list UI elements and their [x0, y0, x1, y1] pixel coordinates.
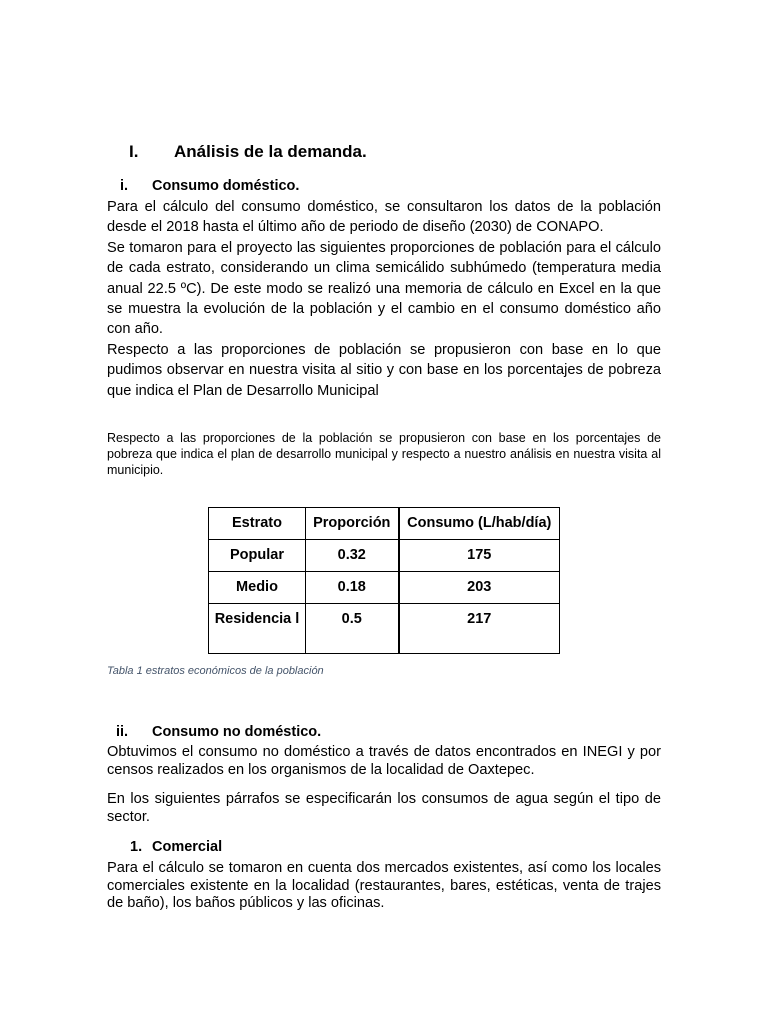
table-header-row [209, 508, 560, 540]
subsection-title: Consumo doméstico. [152, 178, 300, 194]
item-title: Comercial [152, 839, 223, 855]
paragraph: Respecto a las proporciones de población se propusieron con base en lo que pudimos observar en nuestra visita al sitio y con base en los porcentajes de pobreza que indica el Plan de Desarrollo Municipal [107, 341, 661, 399]
table-cell: 175 [399, 540, 560, 572]
subsection-heading-i [120, 178, 299, 194]
table-intro-paragraph: Respecto a las proporciones de la población se propusieron con base en los porcentajes de pobreza que indica el plan de desarrollo municipal y respecto a nuestro análisis en nuestra visita al municipio. [107, 431, 661, 477]
table-cell: Medio [209, 572, 306, 604]
section-heading [129, 142, 367, 162]
table-cell: 0.5 [306, 604, 399, 654]
table-header-cell: Consumo (L/hab/día) [399, 508, 560, 540]
table-cell: 203 [399, 572, 560, 604]
table-cell: Popular [209, 540, 306, 572]
paragraph: Obtuvimos el consumo no doméstico a través de datos encontrados en INEGI y por censos realizados en los organismos de la localidad de Oaxtepec. [107, 744, 661, 778]
paragraph-block-i [107, 197, 661, 401]
table-header-cell: Proporción [306, 508, 399, 540]
subsection-number: i. [120, 178, 129, 194]
table-cell: 217 [399, 604, 560, 654]
table-row [209, 572, 560, 604]
subsection-heading-ii [116, 724, 321, 740]
paragraph: En los siguientes párrafos se especificarán los consumos de agua según el tipo de sector. [107, 791, 661, 825]
subsection-title: Consumo no doméstico. [152, 724, 322, 740]
table-cell: Residencia l [209, 604, 306, 654]
table-cell: 0.18 [306, 572, 399, 604]
paragraph: Para el cálculo del consumo doméstico, se consultaron los datos de la población desde el 2018 hasta el último año de periodo de diseño (2030) de CONAPO. [107, 199, 661, 236]
table-header-cell: Estrato [209, 508, 306, 540]
table-caption: Tabla 1 estratos económicos de la población [107, 665, 324, 677]
strata-table [208, 507, 560, 654]
section-title: Análisis de la demanda. [174, 142, 367, 161]
item-number: 1. [130, 839, 143, 855]
paragraph: Se tomaron para el proyecto las siguientes proporciones de población para el cálculo de cada estrato, considerando un clima semicálido subhúmedo (temperatura media anual 22.5 ºC). De este modo se realizó una memoria de cálculo en Excel en la que se muestra la evolución de la población y el cambio en el consumo doméstico año con año. [107, 239, 661, 338]
item-heading-comercial [130, 839, 222, 855]
section-number: I. [129, 142, 139, 161]
table-cell: 0.32 [306, 540, 399, 572]
table-row [209, 604, 560, 654]
table-row [209, 540, 560, 572]
subsection-number: ii. [116, 724, 129, 740]
paragraph: Para el cálculo se tomaron en cuenta dos mercados existentes, así como los locales comerciales existente en la localidad (restaurantes, bares, estéticas, venta de trajes de baño), los baños públicos y las oficinas. [107, 860, 661, 911]
